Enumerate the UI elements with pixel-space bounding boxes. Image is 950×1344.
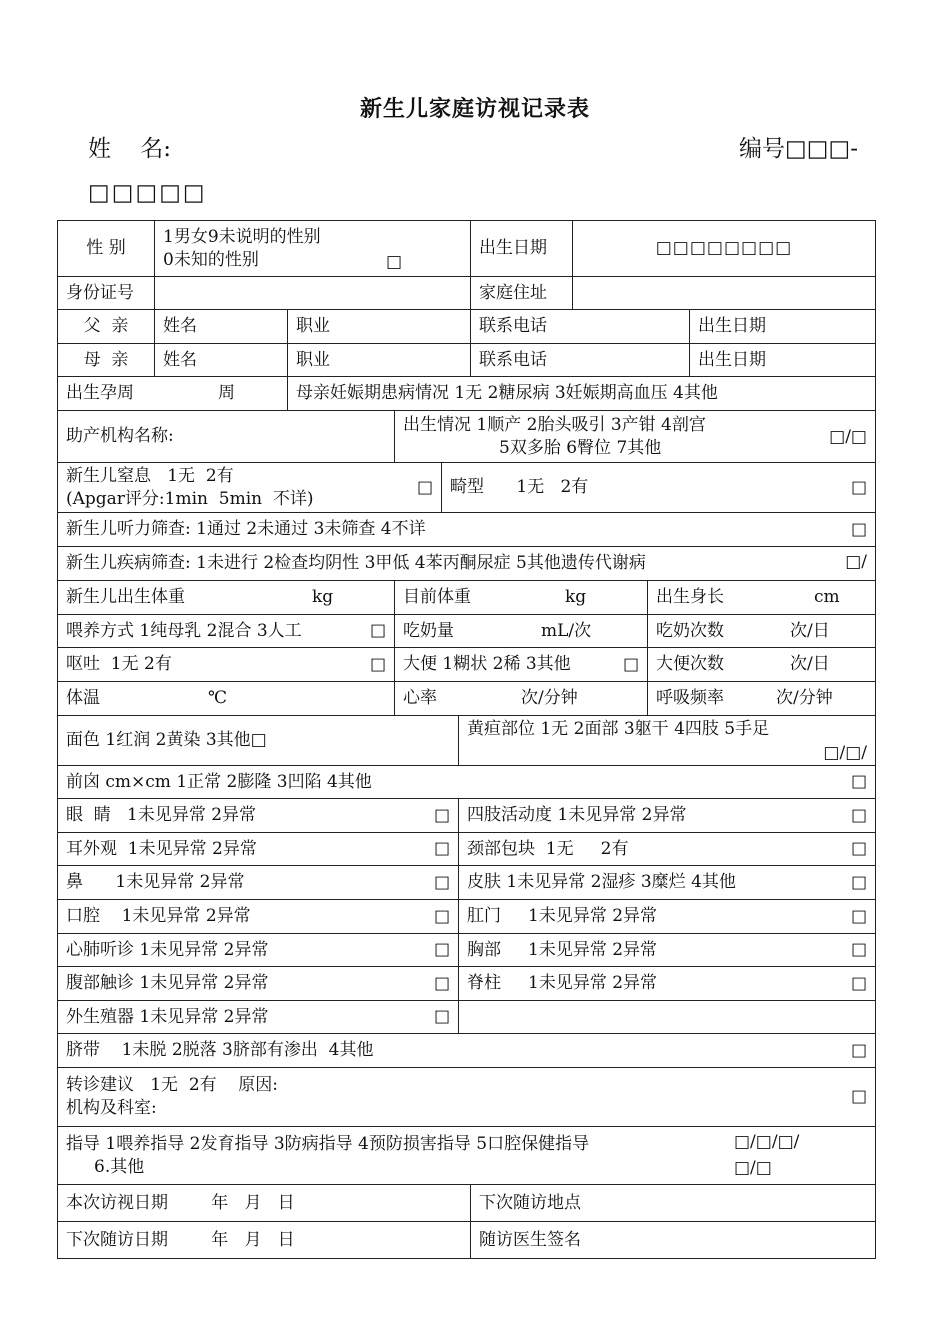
guidance-line2: 6.其他: [94, 1156, 145, 1177]
neck-checkbox[interactable]: □: [850, 838, 867, 859]
address-field[interactable]: [572, 277, 875, 309]
mother-phone[interactable]: 联系电话: [470, 344, 689, 376]
asphyxia-field[interactable]: [58, 463, 441, 512]
current-weight-unit: kg: [565, 587, 587, 608]
birthdate-boxes[interactable]: □□□□□□□□: [572, 221, 875, 276]
heart-field[interactable]: [394, 682, 647, 715]
milk-amount-unit: mL/次: [541, 620, 592, 641]
referral-checkbox[interactable]: □: [850, 1086, 867, 1107]
neck-label: 颈部包块 1无 2有: [467, 838, 629, 859]
father-job[interactable]: 职业: [287, 310, 470, 343]
disease-checkbox[interactable]: □/: [845, 552, 867, 572]
spine-checkbox[interactable]: □: [850, 973, 867, 994]
eye-checkbox[interactable]: □: [433, 805, 450, 826]
guidance-line1: 指导 1喂养指导 2发育指导 3防病指导 4预防损害指导 5口腔保健指导: [66, 1133, 590, 1154]
midwife-label[interactable]: 助产机构名称:: [66, 426, 174, 447]
birth-condition-line1: 出生情况 1顺产 2胎头吸引 3产钳 4剖宫: [403, 414, 706, 435]
vomit-checkbox[interactable]: □: [369, 654, 386, 675]
row-genital: [58, 1001, 875, 1034]
chest-label: 胸部 1未见异常 2异常: [467, 939, 658, 960]
address-label: 家庭住址: [470, 277, 572, 309]
row-referral: [58, 1068, 875, 1127]
next-place-field[interactable]: 下次随访地点: [470, 1185, 875, 1221]
mother-label: 母 亲: [83, 349, 129, 370]
mouth-checkbox[interactable]: □: [433, 906, 450, 927]
stool-checkbox[interactable]: □: [622, 654, 639, 675]
asphyxia-line1: 新生儿窒息 1无 2有: [66, 465, 234, 486]
mother-dob[interactable]: 出生日期: [689, 344, 875, 376]
birth-condition-checkbox[interactable]: □/□: [829, 427, 867, 447]
genital-label: 外生殖器 1未见异常 2异常: [66, 1006, 269, 1027]
row-visit-date: [58, 1185, 875, 1222]
eye-field[interactable]: [58, 799, 458, 832]
anus-checkbox[interactable]: □: [850, 906, 867, 927]
milk-times-label: 吃奶次数: [656, 620, 724, 641]
id-label: 身份证号: [66, 282, 134, 303]
disease-field[interactable]: [58, 547, 875, 580]
eye-label: 眼 睛 1未见异常 2异常: [66, 805, 257, 826]
nose-label: 鼻 1未见异常 2异常: [66, 872, 245, 893]
stool-times-field[interactable]: [647, 648, 875, 681]
empty-cell: [458, 1001, 875, 1033]
sex-options-line1: 1男女9未说明的性别: [163, 226, 321, 247]
mother-job[interactable]: 职业: [287, 344, 470, 376]
page-title: 新生儿家庭访视记录表: [359, 96, 590, 122]
limb-field[interactable]: [458, 799, 875, 832]
row-face: [58, 716, 875, 766]
row-nose: [58, 866, 875, 900]
fontanel-label: 前囟 cm×cm 1正常 2膨隆 3凹陷 4其他: [66, 771, 372, 792]
row-id: [58, 277, 875, 310]
resp-unit: 次/分钟: [776, 688, 833, 709]
jaundice-field[interactable]: [458, 716, 875, 765]
stool-field[interactable]: [394, 648, 647, 681]
row-father: [58, 310, 875, 344]
row-sex: [58, 221, 875, 277]
visit-date-field[interactable]: 本次访视日期 年 月 日: [66, 1192, 295, 1213]
vomit-field[interactable]: [58, 648, 394, 681]
feeding-label: 喂养方式 1纯母乳 2混合 3人工: [66, 620, 302, 641]
mouth-field[interactable]: [58, 900, 458, 933]
stool-times-label: 大便次数: [656, 654, 724, 675]
row-weight: [58, 581, 875, 615]
spine-label: 脊柱 1未见异常 2异常: [467, 973, 658, 994]
anus-label: 肛门 1未见异常 2异常: [467, 906, 658, 927]
disease-label: 新生儿疾病筛查: 1未进行 2检查均阴性 3甲低 4苯丙酮尿症 5其他遗传代谢病: [66, 553, 646, 574]
jaundice-label: 黄疸部位 1无 2面部 3躯干 4四肢 5手足: [467, 719, 770, 739]
skin-checkbox[interactable]: □: [850, 872, 867, 893]
gestation-label: 出生孕周: [66, 383, 134, 404]
current-weight-field[interactable]: [394, 581, 647, 614]
skin-label: 皮肤 1未见异常 2湿疹 3糜烂 4其他: [467, 872, 736, 893]
referral-line1: 转诊建议 1无 2有 原因:: [66, 1075, 278, 1096]
milk-times-field[interactable]: [647, 615, 875, 647]
current-weight-label: 目前体重: [403, 587, 471, 608]
row-hearing: [58, 513, 875, 547]
hearing-field[interactable]: [58, 513, 875, 546]
chest-field[interactable]: [458, 934, 875, 966]
row-vomit: [58, 648, 875, 682]
genital-field[interactable]: [58, 1001, 458, 1033]
navel-field[interactable]: [58, 1034, 875, 1067]
resp-label: 呼吸频率: [656, 688, 724, 709]
temp-field[interactable]: [58, 682, 394, 715]
mouth-label: 口腔 1未见异常 2异常: [66, 906, 251, 927]
sex-label: 性 别: [86, 238, 126, 259]
row-next-date: [58, 1222, 875, 1259]
jaundice-checkbox[interactable]: □/□/: [823, 743, 867, 763]
abdomen-label: 腹部触诊 1未见异常 2异常: [66, 973, 269, 994]
temp-label: 体温: [66, 688, 100, 709]
row-ear: [58, 833, 875, 866]
row-vitals: [58, 682, 875, 716]
row-mouth: [58, 900, 875, 934]
chest-checkbox[interactable]: □: [850, 939, 867, 960]
abdomen-checkbox[interactable]: □: [433, 973, 450, 994]
row-abdomen: [58, 967, 875, 1001]
resp-field[interactable]: [647, 682, 875, 715]
heart-label: 心率: [403, 688, 437, 709]
deform-checkbox[interactable]: □: [850, 477, 867, 498]
number-boxes[interactable]: □□□□□: [88, 180, 207, 206]
heart-unit: 次/分钟: [521, 688, 578, 709]
father-phone[interactable]: 联系电话: [470, 310, 689, 343]
father-dob[interactable]: 出生日期: [689, 310, 875, 343]
row-disease: [58, 547, 875, 581]
name-label: 姓 名:: [88, 136, 171, 162]
doctor-sign-field[interactable]: 随访医生签名: [470, 1222, 875, 1259]
birthdate-label: 出生日期: [470, 221, 572, 276]
milk-amount-field[interactable]: [394, 615, 647, 647]
sex-checkbox[interactable]: □: [385, 252, 402, 272]
stool-label: 大便 1糊状 2稀 3其他: [403, 654, 571, 675]
face-field[interactable]: 面色 1红润 2黄染 3其他□: [66, 730, 267, 751]
sex-options-line2: 0未知的性别: [163, 249, 259, 270]
guidance-checkbox-1[interactable]: □/□/□/: [734, 1132, 800, 1152]
sex-options[interactable]: [154, 221, 470, 276]
navel-label: 脐带 1未脱 2脱落 3脐部有渗出 4其他: [66, 1040, 374, 1061]
mother-name[interactable]: 姓名: [154, 344, 287, 376]
referral-field[interactable]: [58, 1068, 875, 1126]
feeding-checkbox[interactable]: □: [369, 620, 386, 641]
abdomen-field[interactable]: [58, 967, 458, 1000]
asphyxia-checkbox[interactable]: □: [416, 477, 433, 498]
feeding-field[interactable]: [58, 615, 394, 647]
row-feeding: [58, 615, 875, 648]
nose-checkbox[interactable]: □: [433, 872, 450, 893]
gestation-field[interactable]: [58, 377, 287, 410]
row-navel: [58, 1034, 875, 1068]
fontanel-checkbox[interactable]: □: [850, 771, 867, 792]
record-table: [57, 220, 876, 1259]
milk-amount-label: 吃奶量: [403, 620, 454, 641]
skin-field[interactable]: [458, 866, 875, 899]
birth-weight-unit: kg: [312, 587, 334, 608]
deform-label: 畸型 1无 2有: [450, 477, 589, 498]
row-gestation: [58, 377, 875, 411]
navel-checkbox[interactable]: □: [850, 1040, 867, 1061]
limb-checkbox[interactable]: □: [850, 805, 867, 826]
row-fontanel: [58, 766, 875, 799]
row-eye: [58, 799, 875, 833]
hearing-checkbox[interactable]: □: [850, 519, 867, 540]
birth-condition[interactable]: [394, 411, 875, 462]
row-birth: [58, 411, 875, 463]
ear-checkbox[interactable]: □: [433, 838, 450, 859]
birth-length-unit: cm: [814, 587, 840, 608]
next-date-field[interactable]: 下次随访日期 年 月 日: [66, 1230, 295, 1251]
father-label: 父 亲: [83, 316, 129, 337]
temp-unit: ℃: [208, 688, 228, 709]
referral-line2: 机构及科室:: [66, 1098, 157, 1118]
row-mother: [58, 344, 875, 377]
cardio-checkbox[interactable]: □: [433, 939, 450, 960]
milk-times-unit: 次/日: [790, 620, 830, 641]
nose-field[interactable]: [58, 866, 458, 899]
birth-weight-label: 新生儿出生体重: [66, 587, 185, 608]
anus-field[interactable]: [458, 900, 875, 933]
vomit-label: 呕吐 1无 2有: [66, 654, 172, 675]
row-asphyxia: [58, 463, 875, 513]
row-guidance: [58, 1127, 875, 1185]
limb-label: 四肢活动度 1未见异常 2异常: [467, 805, 687, 826]
hearing-label: 新生儿听力筛查: 1通过 2未通过 3未筛查 4不详: [66, 519, 426, 540]
ear-field[interactable]: [58, 833, 458, 865]
birth-length-field[interactable]: [647, 581, 875, 614]
asphyxia-line2: (Apgar评分:1min 5min 不详): [66, 488, 314, 509]
birth-weight-field[interactable]: [58, 581, 394, 614]
birth-length-label: 出生身长: [656, 587, 724, 608]
mother-illness[interactable]: 母亲妊娠期患病情况 1无 2糖尿病 3妊娠期高血压 4其他: [287, 377, 875, 410]
neck-field[interactable]: [458, 833, 875, 865]
row-cardio: [58, 934, 875, 967]
id-field[interactable]: [154, 277, 470, 309]
birth-condition-line2: 5双多胎 6臀位 7其他: [499, 437, 662, 458]
stool-times-unit: 次/日: [790, 654, 830, 675]
guidance-checkbox-2[interactable]: □/□: [734, 1158, 772, 1178]
number-label: 编号□□□-: [739, 136, 858, 162]
cardio-label: 心肺听诊 1未见异常 2异常: [66, 939, 269, 960]
ear-label: 耳外观 1未见异常 2异常: [66, 838, 257, 859]
fontanel-field[interactable]: [58, 766, 875, 798]
gestation-unit: 周: [218, 383, 235, 404]
father-name[interactable]: 姓名: [154, 310, 287, 343]
genital-checkbox[interactable]: □: [433, 1006, 450, 1027]
spine-field[interactable]: [458, 967, 875, 1000]
cardio-field[interactable]: [58, 934, 458, 966]
guidance-field[interactable]: [58, 1127, 875, 1184]
deform-field[interactable]: [441, 463, 875, 512]
